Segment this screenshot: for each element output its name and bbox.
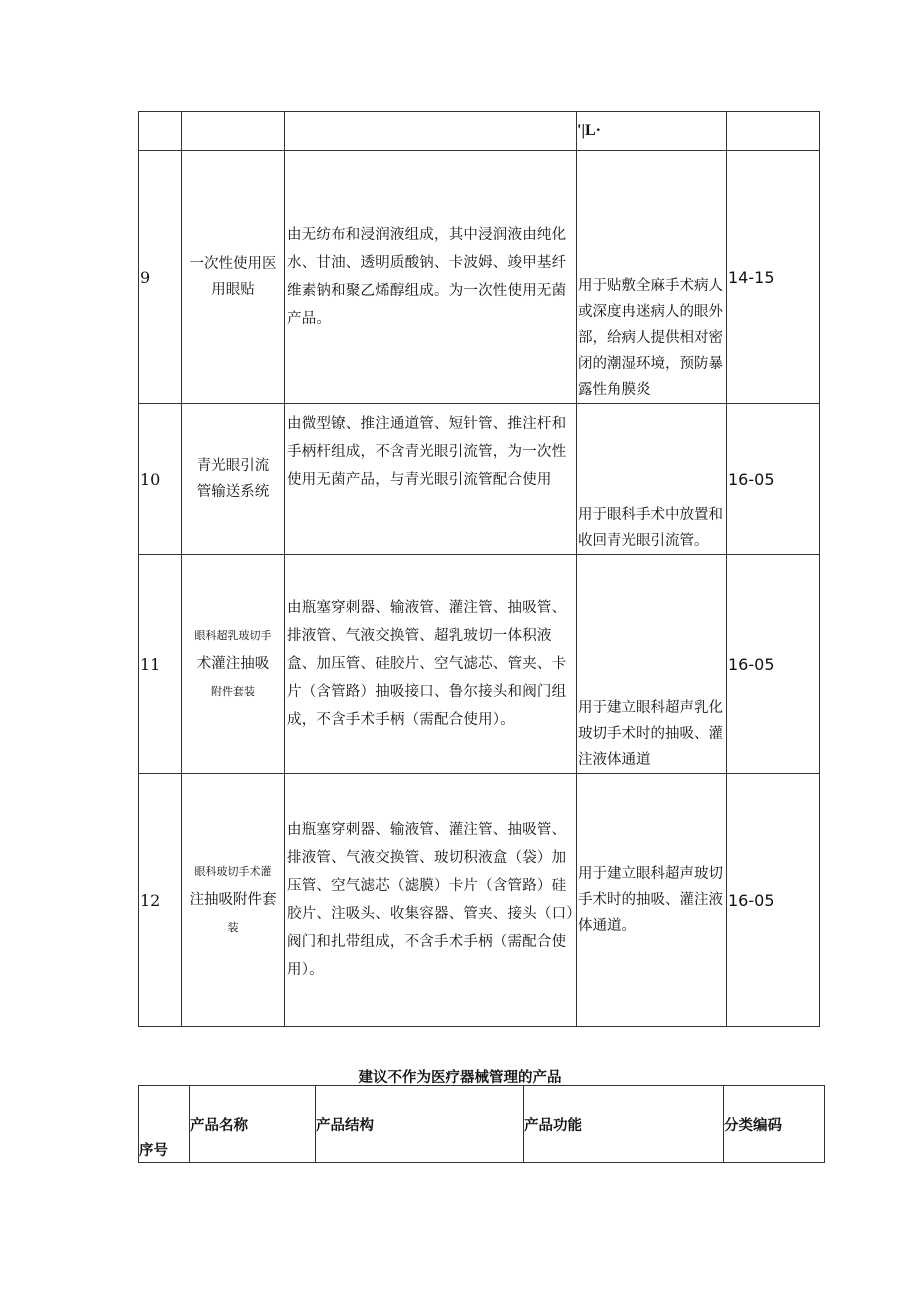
product-structure: 由瓶塞穿刺器、输液管、灌注管、抽吸管、排液管、气液交换管、超乳玻切一体积液盒、加压管、硅胶片、空气滤芯、管夹、卡片（含管路）抽吸接口、鲁尔接头和阀门组成，不含手术手柄（需配合使用）。 [285,555,577,774]
product-name-line: 管输送系统 [196,484,270,500]
product-function: 用于眼科手术中放置和收回青光眼引流管。 [577,404,727,555]
classification-code: 16-05 [727,774,820,1027]
product-name-line: 附件套装 [211,685,255,698]
product-function: 用于贴敷全麻手术病人或深度冉迷病人的眼外部，给病人提供相对密闭的潮湿环境，预防暴露性角膜炎 [577,151,727,404]
product-name [182,774,285,1027]
product-name-line: 眼科超乳玻切手 [194,629,272,642]
header-no: 序号 [139,1086,190,1163]
row-number: 12 [139,774,182,1027]
classification-code: 16-05 [727,555,820,774]
cell-empty [285,112,577,151]
table-header-row [139,1086,825,1163]
product-name-line: 装 [227,921,239,934]
product-structure: 由无纺布和浸润液组成，其中浸润液由纯化水、甘油、透明质酸钠、卡波姆、竣甲基纤维素钠和聚乙烯醇组成。为一次性使用无菌产品。 [285,151,577,404]
product-name-line: 一次性使用医 [189,256,277,272]
table-row [139,404,820,555]
product-name [182,151,285,404]
header-name: 产品名称 [190,1086,316,1163]
product-structure: 由微型镣、推注通道管、短针管、推注杆和手柄杆组成，不含青光眼引流管，为一次性使用无菌产品，与青光眼引流管配合使用 [285,404,577,555]
product-function: 用于建立眼科超声乳化玻切手术时的抽吸、灌注液体通道 [577,555,727,774]
product-name-line: 用眼贴 [211,282,255,298]
products-table [138,111,820,1027]
header-function: 产品功能 [524,1086,724,1163]
product-name-line: 术灌注抽吸 [196,656,270,672]
classification-code: 14-15 [727,151,820,404]
classification-code: 16-05 [727,404,820,555]
row-number: 11 [139,555,182,774]
scan-mark: '|L· [577,112,727,151]
table-row [139,555,820,774]
row-number: 10 [139,404,182,555]
cell-empty [182,112,285,151]
non-device-products-table [138,1085,825,1163]
product-name-line: 青光眼引流 [196,458,270,474]
product-name-line: 注抽吸附件套 [189,892,277,908]
product-name [182,404,285,555]
table-row [139,774,820,1027]
cell-empty [139,112,182,151]
table-row [139,151,820,404]
product-function: 用于建立眼科超声玻切手术时的抽吸、灌注液体通道。 [577,774,727,1027]
section-title: 建议不作为医疗器械管理的产品 [358,1070,562,1086]
row-number: 9 [139,151,182,404]
product-structure: 由瓶塞穿刺器、输液管、灌注管、抽吸管、排液管、气液交换管、玻切积液盒（袋）加压管、空气滤芯（滤膜）卡片（含管路）硅胶片、注吸头、收集容器、管夹、接头（口）阀门和扎带组成，不含手术手柄（需配合使用）。 [285,774,577,1027]
product-name [182,555,285,774]
header-structure: 产品结构 [316,1086,524,1163]
table-row [139,112,820,151]
header-code: 分类编码 [724,1086,825,1163]
product-name-line: 眼科玻切手术灌 [194,865,272,878]
cell-empty [727,112,820,151]
